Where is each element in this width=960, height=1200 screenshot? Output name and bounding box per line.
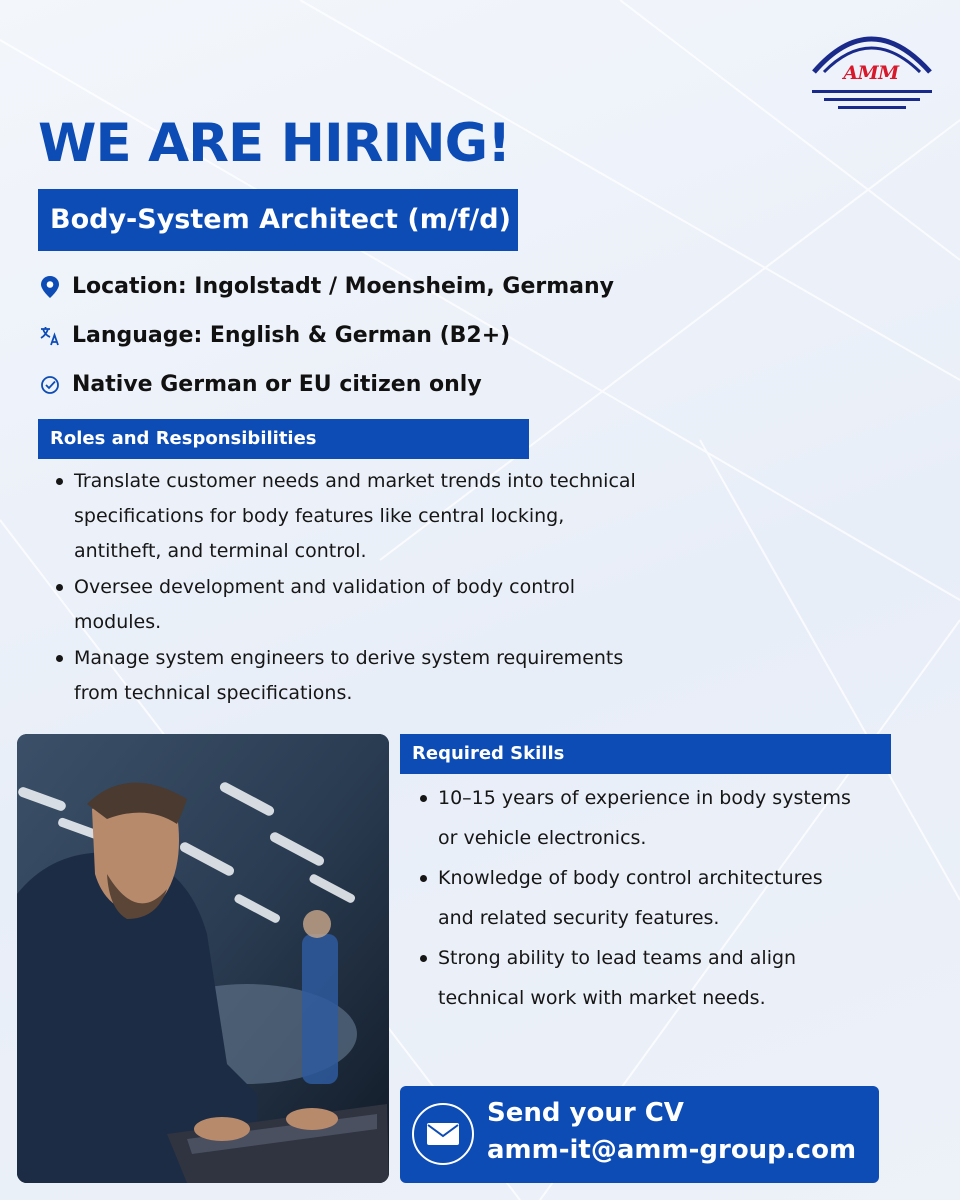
envelope-icon bbox=[412, 1103, 474, 1165]
fact-language bbox=[38, 311, 614, 360]
email-link[interactable]: amm-it@amm-group.com bbox=[487, 1135, 857, 1165]
engineer-at-laptop-photo bbox=[17, 734, 389, 1183]
skills-section-title: Required Skills bbox=[400, 734, 891, 774]
amm-logo bbox=[806, 20, 936, 116]
roles-list bbox=[50, 464, 730, 712]
fact-citizenship bbox=[38, 360, 614, 409]
fact-text: Language: English & German (B2+) bbox=[72, 323, 511, 348]
translate-icon bbox=[38, 324, 62, 348]
send-cv-box[interactable] bbox=[400, 1086, 879, 1183]
job-facts bbox=[38, 262, 614, 409]
roles-section-title: Roles and Responsibilities bbox=[38, 419, 529, 459]
list-item: Strong ability to lead teams and align technical work with market needs. bbox=[414, 938, 914, 1018]
job-title: Body-System Architect (m/f/d) bbox=[38, 189, 518, 251]
engineer-photo bbox=[17, 734, 389, 1183]
list-item: 10–15 years of experience in body systems or vehicle electronics. bbox=[414, 778, 914, 858]
list-item: Knowledge of body control architectures and related security features. bbox=[414, 858, 914, 938]
location-pin-icon bbox=[38, 275, 62, 299]
fact-location bbox=[38, 262, 614, 311]
skills-list bbox=[414, 778, 914, 1018]
logo-text: AMM bbox=[843, 62, 899, 84]
check-badge-icon bbox=[38, 373, 62, 397]
fact-text: Native German or EU citizen only bbox=[72, 372, 482, 397]
fact-text: Location: Ingolstadt / Moensheim, Germany bbox=[72, 274, 614, 299]
list-item: Manage system engineers to derive system requirements from technical specifications. bbox=[50, 641, 730, 711]
page-title: WE ARE HIRING! bbox=[38, 113, 511, 174]
cta-label: Send your CV bbox=[487, 1098, 684, 1128]
list-item: Translate customer needs and market trends into technical specifications for body features like central locking, antitheft, and terminal control. bbox=[50, 464, 730, 569]
list-item: Oversee development and validation of body control modules. bbox=[50, 570, 730, 640]
